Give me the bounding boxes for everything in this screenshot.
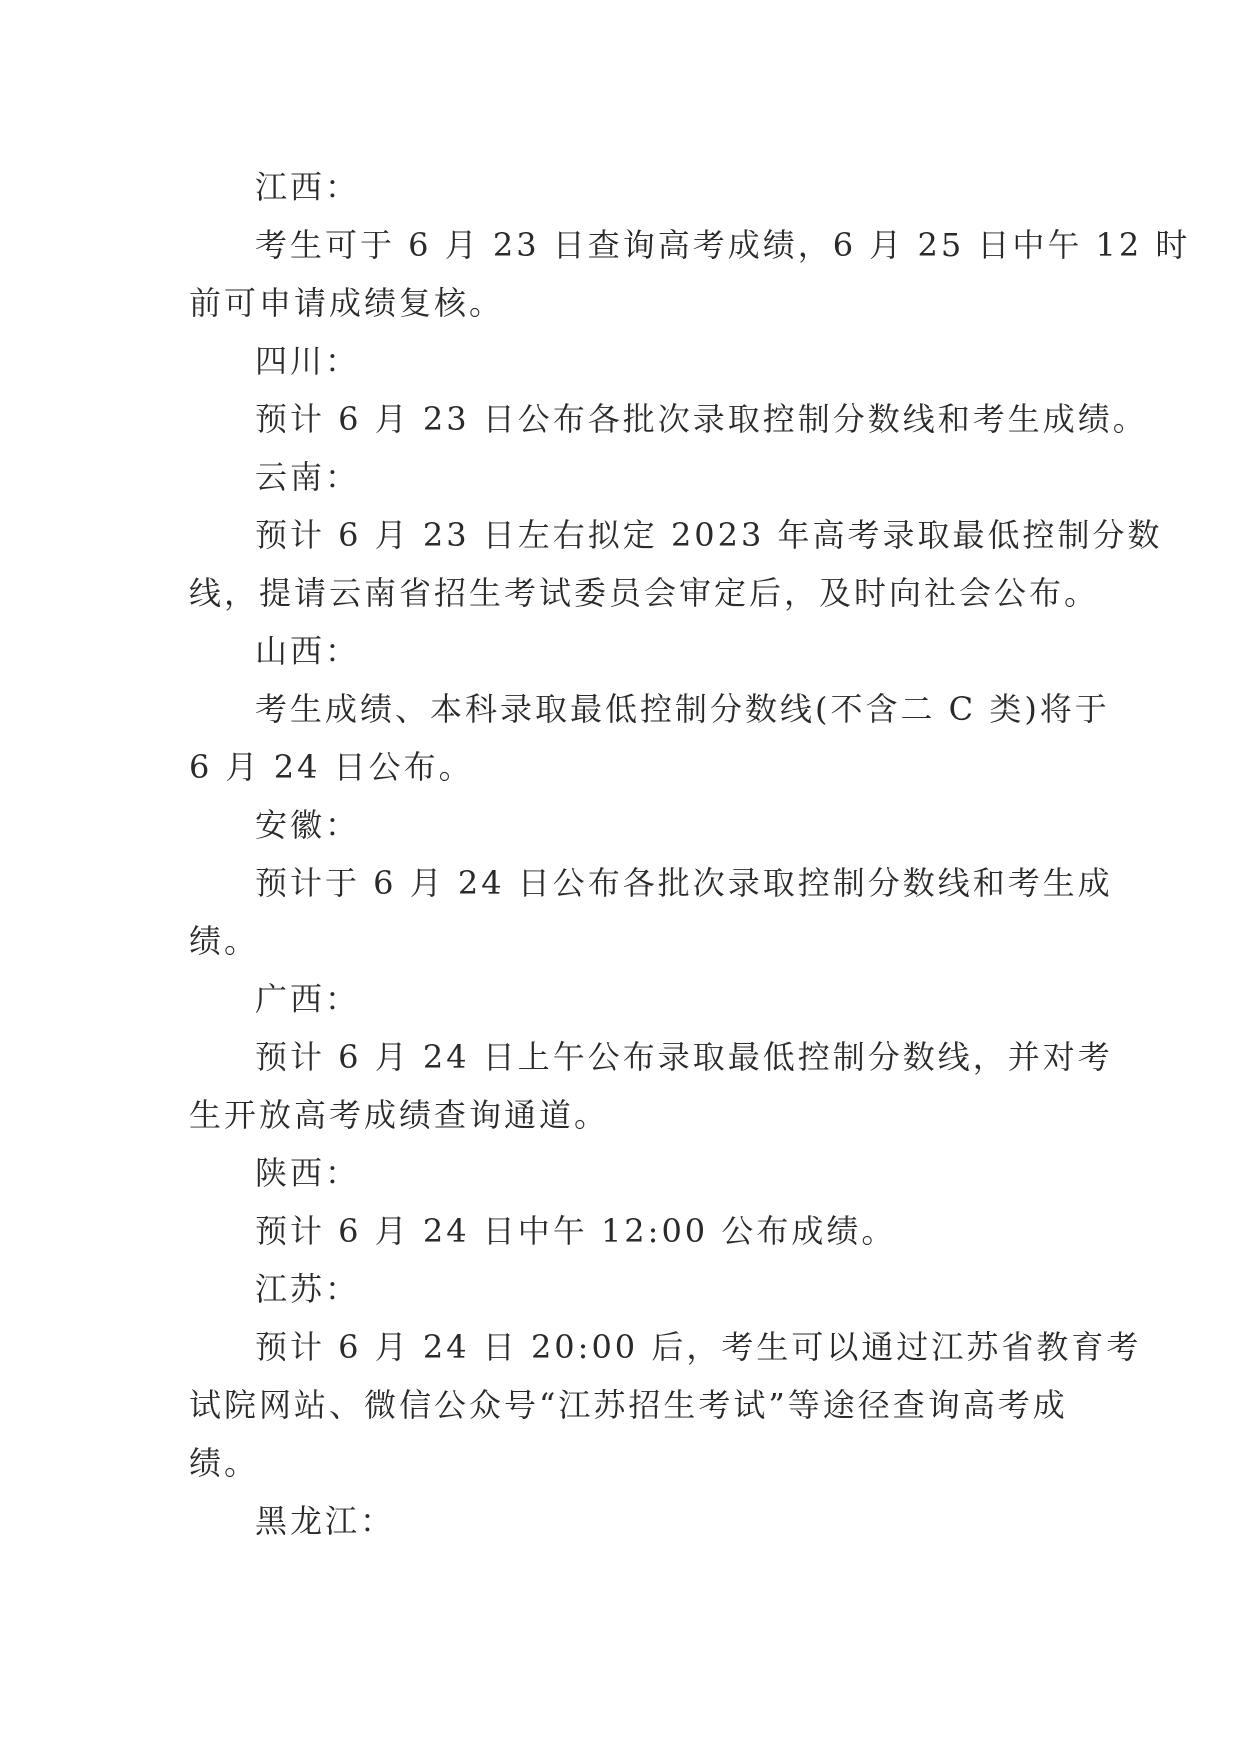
- paragraph-line: 线，提请云南省招生考试委员会审定后，及时向社会公布。: [189, 574, 1100, 612]
- province-heading-jiangxi: 江西：: [255, 168, 361, 206]
- paragraph-line: 考生成绩、本科录取最低控制分数线(不含二 C 类)将于: [255, 690, 1110, 728]
- province-heading-shaanxi: 陕西：: [255, 1154, 361, 1192]
- province-heading-yunnan: 云南：: [255, 458, 361, 496]
- paragraph-line: 预计 6 月 23 日公布各批次录取控制分数线和考生成绩。: [255, 400, 1148, 438]
- province-heading-sichuan: 四川：: [255, 342, 361, 380]
- province-heading-shanxi: 山西：: [255, 632, 361, 670]
- paragraph-line: 考生可于 6 月 23 日查询高考成绩，6 月 25 日中午 12 时: [255, 226, 1191, 264]
- province-heading-heilongjiang: 黑龙江：: [255, 1502, 396, 1540]
- document-body: [189, 158, 1191, 1550]
- province-heading-guangxi: 广西：: [255, 980, 361, 1018]
- paragraph-line: 绩。: [189, 922, 260, 960]
- paragraph-line: 预计 6 月 24 日 20:00 后，考生可以通过江苏省教育考: [255, 1328, 1142, 1366]
- paragraph-line: 预计 6 月 24 日上午公布录取最低控制分数线，并对考: [255, 1038, 1113, 1076]
- paragraph-line: 预计于 6 月 24 日公布各批次录取控制分数线和考生成: [255, 864, 1113, 902]
- province-heading-anhui: 安徽：: [255, 806, 361, 844]
- paragraph-line: 预计 6 月 24 日中午 12:00 公布成绩。: [255, 1212, 897, 1250]
- paragraph-line: 试院网站、微信公众号“江苏招生考试”等途径查询高考成: [189, 1386, 1068, 1424]
- paragraph-line: 预计 6 月 23 日左右拟定 2023 年高考录取最低控制分数: [255, 516, 1163, 554]
- paragraph-line: 6 月 24 日公布。: [189, 748, 474, 786]
- province-heading-jiangsu: 江苏：: [255, 1270, 361, 1308]
- paragraph-line: 绩。: [189, 1444, 260, 1482]
- paragraph-line: 生开放高考成绩查询通道。: [189, 1096, 610, 1134]
- paragraph-line: 前可申请成绩复核。: [189, 284, 505, 322]
